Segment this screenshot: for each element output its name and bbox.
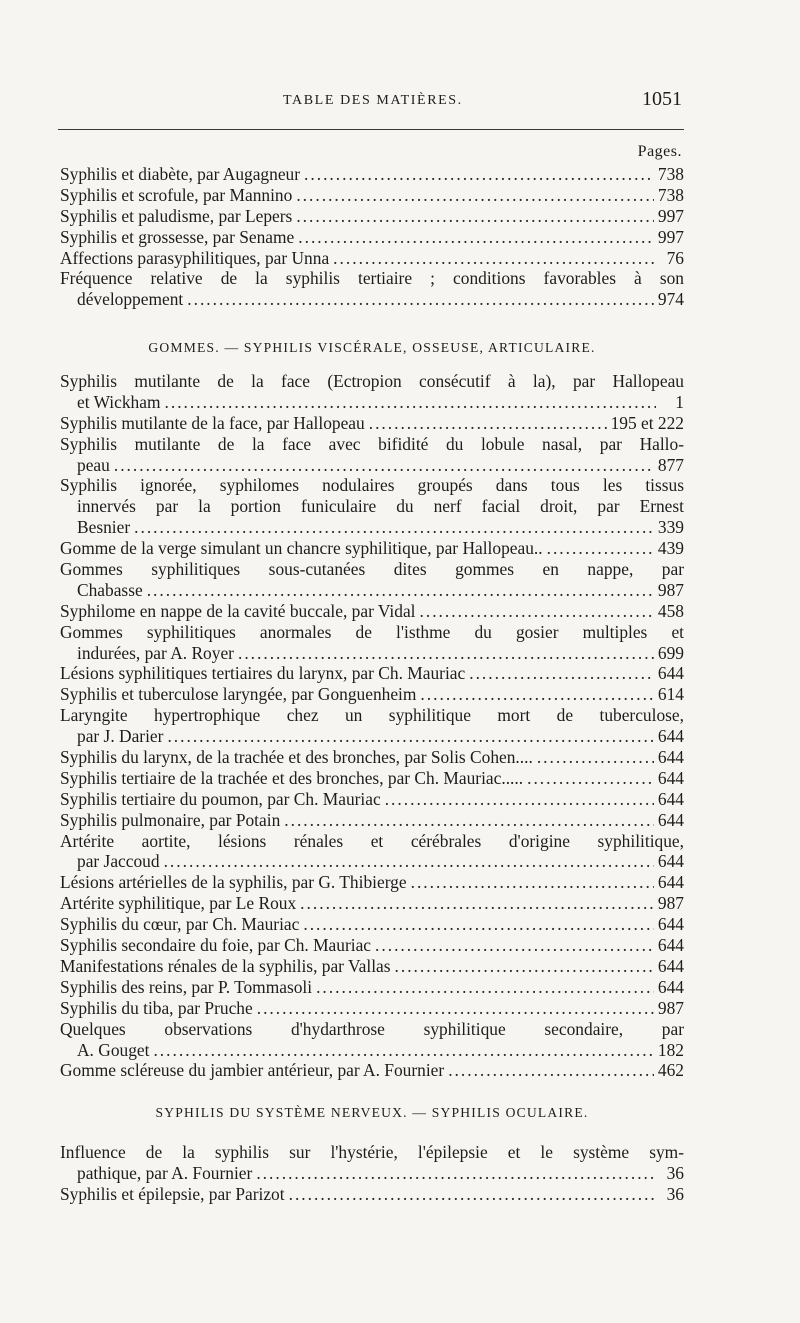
toc-entry — [60, 559, 684, 601]
toc-entry — [60, 684, 684, 705]
toc-entry-page: 644 — [657, 809, 684, 830]
leader-dots — [303, 914, 654, 935]
toc-entry-page: 644 — [657, 726, 684, 747]
leader-dots — [289, 1184, 656, 1205]
toc-entry — [60, 371, 684, 413]
toc-entry — [60, 789, 684, 810]
toc-entry-page: 987 — [657, 893, 684, 914]
toc-entry — [60, 1019, 684, 1061]
toc-entry — [60, 977, 684, 998]
toc-entry-title: Syphilis du tiba, par Pruche — [60, 997, 253, 1018]
toc-entry — [60, 434, 684, 476]
header-rule — [58, 129, 684, 130]
toc-entry — [60, 227, 684, 248]
toc-entry — [60, 185, 684, 206]
toc-entry-line: Gommes syphilitiques anormales de l'isthme du gosier multiples et — [60, 621, 684, 642]
toc-entry-page: 644 — [657, 767, 684, 788]
toc-entry-page: 644 — [657, 851, 684, 872]
toc-entry — [60, 810, 684, 831]
leader-dots — [469, 663, 654, 684]
toc-entry-line: Gommes syphilitiques sous-cutanées dites gommes en nappe, par — [60, 559, 684, 580]
toc-entry-page: 36 — [666, 1162, 684, 1183]
toc-entry-page: 644 — [657, 788, 684, 809]
toc-entry-title: par J. Darier — [77, 726, 164, 747]
leader-dots — [420, 601, 654, 622]
leader-dots — [527, 768, 654, 789]
toc-entry-page: 462 — [657, 1060, 684, 1081]
toc-entry-page: 974 — [657, 289, 684, 310]
leader-dots — [375, 935, 654, 956]
toc-section-nerveux — [60, 1142, 684, 1205]
section-heading-nerveux: SYPHILIS DU SYSTÈME NERVEUX. — SYPHILIS OCULAIRE. — [155, 1105, 589, 1120]
toc-entry — [60, 1060, 684, 1081]
pages-column-label: Pages. — [637, 143, 682, 160]
toc-entry-title: Syphilis et tuberculose laryngée, par Gonguenheim — [60, 684, 417, 705]
toc-entry — [60, 663, 684, 684]
toc-entry — [60, 1184, 684, 1205]
toc-entry — [60, 747, 684, 768]
toc-entry-title: et Wickham — [77, 391, 161, 412]
toc-entry — [60, 768, 684, 789]
toc-entry-title: pathique, par A. Fournier — [77, 1162, 253, 1183]
toc-entry — [60, 956, 684, 977]
toc-entry-page: 644 — [657, 976, 684, 997]
toc-entry — [60, 893, 684, 914]
leader-dots — [298, 227, 654, 248]
toc-entry-page: 877 — [657, 454, 684, 475]
leader-dots — [537, 747, 654, 768]
leader-dots — [411, 872, 654, 893]
toc-entry-page: 738 — [657, 184, 684, 205]
toc-entry — [60, 475, 684, 538]
toc-entry-page: 644 — [657, 914, 684, 935]
toc-entry-title: Chabasse — [77, 579, 143, 600]
toc-entry — [60, 268, 684, 310]
leader-dots — [333, 248, 656, 269]
leader-dots — [448, 1060, 654, 1081]
toc-entry-page: 1 — [675, 391, 684, 412]
leader-dots — [134, 517, 654, 538]
toc-entry-title: Affections parasyphilitiques, par Unna — [60, 247, 330, 268]
toc-section-gommes — [60, 371, 684, 1081]
leader-dots — [164, 851, 654, 872]
toc-entry-page: 182 — [657, 1039, 684, 1060]
toc-entry-page: 987 — [657, 579, 684, 600]
toc-entry — [60, 538, 684, 559]
leader-dots — [547, 538, 654, 559]
toc-entry — [60, 601, 684, 622]
toc-entry-page: 997 — [657, 205, 684, 226]
toc-entry-page: 738 — [657, 164, 684, 184]
leader-dots — [256, 1163, 656, 1184]
toc-entry-title: Syphilis mutilante de la face, par Hallopeau — [60, 412, 365, 433]
toc-entry — [60, 831, 684, 873]
toc-entry-title: Syphilis et épilepsie, par Parizot — [60, 1183, 285, 1204]
leader-dots — [385, 789, 654, 810]
toc-entry — [60, 206, 684, 227]
toc-entry-title: Syphilis et paludisme, par Lepers — [60, 205, 293, 226]
toc-entry-page: 614 — [657, 684, 684, 705]
toc-entry — [60, 622, 684, 664]
leader-dots — [238, 643, 654, 664]
toc-entry-title: Gomme scléreuse du jambier antérieur, par A. Fournier — [60, 1060, 445, 1081]
toc-entry-title: indurées, par A. Royer — [77, 642, 234, 663]
leader-dots — [187, 289, 654, 310]
toc-entry-title: Syphilis et grossesse, par Sename — [60, 226, 295, 247]
leader-dots — [420, 684, 653, 705]
toc-entry-page: 339 — [657, 517, 684, 538]
leader-dots — [395, 956, 654, 977]
toc-entry — [60, 248, 684, 269]
toc-entry-page: 195 et 222 — [610, 412, 684, 433]
toc-entry-title: A. Gouget — [77, 1039, 150, 1060]
leader-dots — [257, 998, 654, 1019]
toc-entry-title: Syphilis tertiaire de la trachée et des bronches, par Ch. Mauriac..... — [60, 767, 524, 788]
toc-entry-title: Lésions artérielles de la syphilis, par G. Thibierge — [60, 872, 407, 893]
toc-entry — [60, 935, 684, 956]
toc-entry — [60, 164, 684, 185]
toc-entry-line: Laryngite hypertrophique chez un syphilitique mort de tuberculose, — [60, 705, 684, 726]
toc-entry-title: peau — [77, 454, 110, 475]
leader-dots — [147, 580, 654, 601]
leader-dots — [114, 455, 654, 476]
toc-entry-title: Manifestations rénales de la syphilis, par Vallas — [60, 955, 391, 976]
toc-entry-page: 458 — [657, 600, 684, 621]
leader-dots — [284, 810, 654, 831]
toc-entry-page: 644 — [657, 747, 684, 768]
toc-entry — [60, 914, 684, 935]
leader-dots — [153, 1040, 653, 1061]
toc-entry-line: Syphilis ignorée, syphilomes nodulaires groupés dans tous les tissus — [60, 475, 684, 496]
toc-entry-title: Syphilis secondaire du foie, par Ch. Mauriac — [60, 935, 372, 956]
toc-entry — [60, 998, 684, 1019]
toc-entry-title: Besnier — [77, 517, 131, 538]
leader-dots — [296, 206, 654, 227]
toc-entry-line: Fréquence relative de la syphilis tertiaire ; conditions favorables à son — [60, 268, 684, 289]
toc-entry-line: Syphilis mutilante de la face avec bifidité du lobule nasal, par Hallo- — [60, 433, 684, 454]
toc-entry-title: Artérite syphilitique, par Le Roux — [60, 893, 297, 914]
toc-entry-line: Influence de la syphilis sur l'hystérie, l'épilepsie et le système sym- — [60, 1142, 684, 1162]
leader-dots — [165, 392, 657, 413]
toc-entry-title: Lésions syphilitiques tertiaires du larynx, par Ch. Mauriac — [60, 663, 466, 684]
toc-entry-page: 644 — [657, 935, 684, 956]
toc-entry-line: Artérite aortite, lésions rénales et cérébrales d'origine syphilitique, — [60, 830, 684, 851]
toc-entry — [60, 413, 684, 434]
toc-entry-title: Syphilis et scrofule, par Mannino — [60, 184, 293, 205]
toc-entry-title: Gomme de la verge simulant un chancre syphilitique, par Hallopeau.. — [60, 538, 543, 559]
toc-entry-title: développement — [77, 289, 184, 310]
toc-entry-title: par Jaccoud — [77, 851, 160, 872]
leader-dots — [296, 185, 654, 206]
leader-dots — [167, 726, 653, 747]
toc-entry-title: Syphilis et diabète, par Augagneur — [60, 164, 301, 184]
toc-entry-line: Syphilis mutilante de la face (Ectropion consécutif à la), par Hallopeau — [60, 371, 684, 391]
toc-entry — [60, 1142, 684, 1184]
toc-entry-title: Syphilis pulmonaire, par Potain — [60, 809, 281, 830]
toc-entry-page: 76 — [666, 247, 684, 268]
toc-entry-title: Syphilome en nappe de la cavité buccale, par Vidal — [60, 600, 416, 621]
toc-entry-page: 699 — [657, 642, 684, 663]
toc-entry — [60, 872, 684, 893]
toc-entry-line: Quelques observations d'hydarthrose syphilitique secondaire, par — [60, 1018, 684, 1039]
toc-entry-title: Syphilis des reins, par P. Tommasoli — [60, 976, 313, 997]
toc-entry-line: innervés par la portion funiculaire du nerf facial droit, par Ernest — [77, 496, 684, 517]
toc-entry-page: 997 — [657, 226, 684, 247]
toc-entry-page: 644 — [657, 955, 684, 976]
section-heading-gommes: GOMMES. — SYPHILIS VISCÉRALE, OSSEUSE, ARTICULAIRE. — [148, 340, 596, 355]
toc-section-general — [60, 164, 684, 310]
toc-entry-page: 987 — [657, 997, 684, 1018]
toc-entry-page: 644 — [657, 872, 684, 893]
page-number: 1051 — [642, 88, 682, 110]
toc-entry-page: 644 — [657, 663, 684, 684]
toc-entry-title: Syphilis du cœur, par Ch. Mauriac — [60, 914, 300, 935]
running-header-title: TABLE DES MATIÈRES. — [283, 93, 463, 108]
leader-dots — [304, 164, 654, 185]
leader-dots — [369, 413, 607, 434]
toc-entry-title: Syphilis tertiaire du poumon, par Ch. Mauriac — [60, 788, 381, 809]
toc-entry-page: 36 — [666, 1183, 684, 1204]
leader-dots — [300, 893, 654, 914]
toc-entry-page: 439 — [657, 538, 684, 559]
leader-dots — [316, 977, 654, 998]
toc-entry-title: Syphilis du larynx, de la trachée et des bronches, par Solis Cohen.... — [60, 747, 533, 768]
toc-entry — [60, 705, 684, 747]
